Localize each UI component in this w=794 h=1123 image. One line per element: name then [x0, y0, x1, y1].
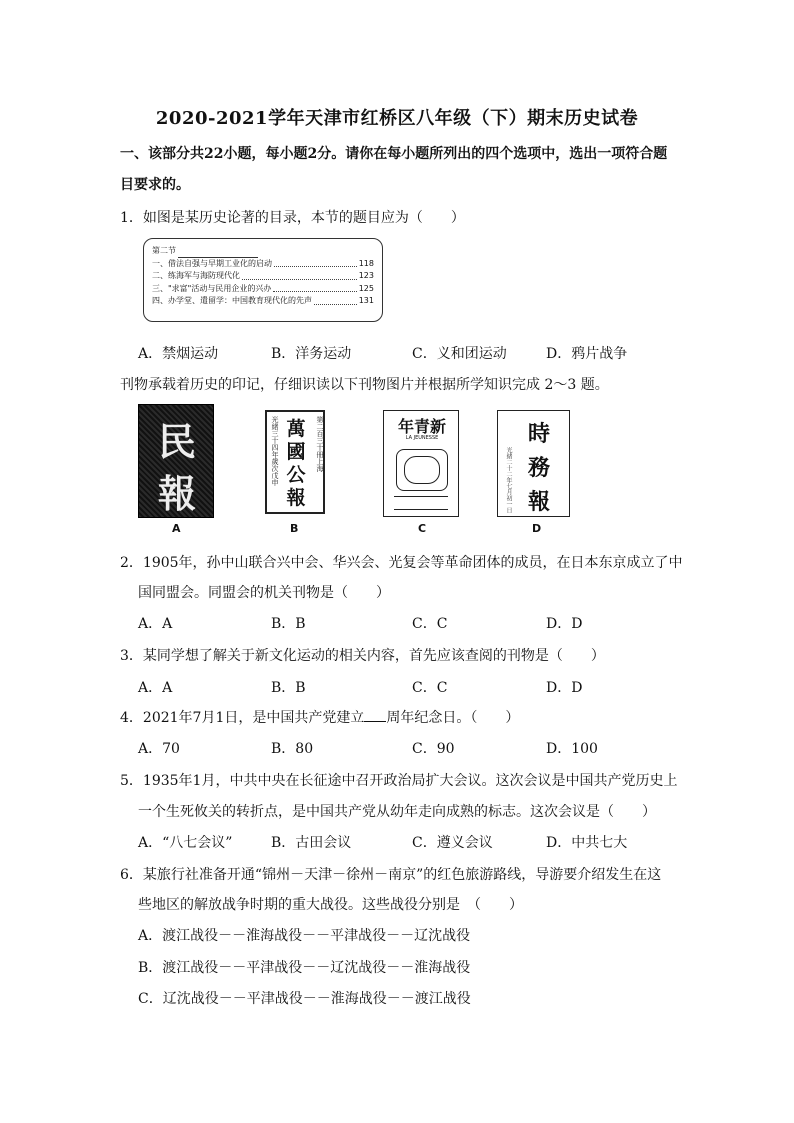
option-b[interactable]: B．洋务运动 — [271, 346, 352, 362]
option-c[interactable]: C．90 — [412, 741, 455, 757]
image-d-char: 時 — [528, 421, 551, 447]
image-label-c: C — [418, 522, 427, 535]
toc-heading — [152, 245, 374, 258]
question-4-post: 周年纪念日。（ ） — [386, 710, 520, 726]
option-b[interactable]: B．渡江战役－－平津战役－－辽沈战役－－淮海战役 — [138, 960, 471, 976]
option-a[interactable]: A．70 — [138, 741, 180, 757]
image-d-side-text: 光緒二十二年七月初一日 — [505, 447, 512, 513]
option-c[interactable]: C．义和团运动 — [412, 346, 507, 362]
option-b[interactable]: B．B — [271, 680, 306, 696]
image-d-char: 報 — [528, 489, 551, 515]
option-a[interactable]: A．渡江战役－－淮海战役－－平津战役－－辽沈战役 — [138, 928, 471, 944]
image-a-char: 報 — [157, 471, 196, 516]
question-3-stem: 3．某同学想了解关于新文化运动的相关内容，首先应该查阅的刊物是（ ） — [120, 648, 605, 664]
option-b[interactable]: B．B — [271, 616, 306, 632]
toc-box — [143, 238, 383, 322]
periodical-image-c — [383, 410, 459, 517]
periodical-image-b — [265, 410, 325, 514]
answer-blank — [364, 709, 386, 722]
toc-row — [152, 258, 374, 271]
toc-row-text: 四、办学堂、遣留学：中国教育现代化的先声 — [152, 296, 312, 305]
option-d[interactable]: D．D — [546, 680, 583, 696]
question-5-line-2: 一个生死攸关的转折点，是中国共产党从幼年走向成熟的标志。这次会议是（ ） — [138, 804, 656, 820]
option-a[interactable]: A．A — [138, 616, 173, 632]
toc-row-page: 118 — [358, 258, 374, 268]
toc-row-page: 123 — [358, 271, 374, 280]
toc-heading-text: 第二节 — [152, 246, 176, 255]
toc-row — [152, 295, 374, 308]
image-label-a: A — [172, 522, 181, 535]
option-a[interactable]: A．A — [138, 680, 173, 696]
image-b-side-text: 光緒三十四年歲次戊申 — [271, 416, 279, 486]
periodical-image-d — [497, 410, 570, 517]
intro-q2-q3: 刊物承载着历史的印记，仔细识读以下刊物图片并根据所学知识完成 2～3 题。 — [120, 377, 609, 393]
option-d[interactable]: D．中共七大 — [546, 835, 628, 851]
toc-row-page: 125 — [358, 283, 374, 293]
image-b-side-text: 第二百三十冊上海 — [316, 416, 324, 472]
periodical-image-a — [138, 404, 214, 518]
option-b[interactable]: B．80 — [271, 741, 314, 757]
toc-row-text: 一、借法自强与早期工业化的启动 — [152, 258, 272, 268]
toc-row-text: 三、"求富"活动与民用企业的兴办 — [152, 283, 272, 293]
question-1-stem: 1．如图是某历史论著的目录，本节的题目应为（ ） — [120, 210, 465, 226]
option-d[interactable]: D．100 — [546, 741, 598, 757]
option-c[interactable]: C．辽沈战役－－平津战役－－淮海战役－－渡江战役 — [138, 991, 471, 1007]
image-b-char: 萬 — [286, 418, 306, 440]
option-d[interactable]: D．鸦片战争 — [546, 346, 628, 362]
toc-row-page: 131 — [358, 296, 374, 305]
image-c-subtitle: LA JEUNESSE — [405, 435, 439, 441]
question-6-line-1: 6．某旅行社准备开通“锦州－天津－徐州－南京”的红色旅游路线，导游要介绍发生在这 — [120, 867, 662, 883]
image-b-char: 國 — [286, 441, 306, 463]
question-4-pre: 4．2021年7月1日，是中国共产党建立 — [120, 710, 365, 726]
question-2-line-2: 国同盟会。同盟会的机关刊物是（ ） — [138, 585, 390, 601]
section-instructions — [120, 139, 680, 201]
question-2-line-1: 2．1905年，孙中山联合兴中会、华兴会、光复会等革命团体的成员，在日本东京成立了中 — [120, 555, 683, 571]
image-b-char: 公 — [286, 464, 306, 486]
option-b[interactable]: B．古田会议 — [271, 835, 352, 851]
section-line-2: 目要求的。 — [120, 177, 190, 193]
option-a[interactable]: A．“八七会议” — [138, 835, 233, 851]
option-d[interactable]: D．D — [546, 616, 583, 632]
image-b-title — [284, 418, 308, 510]
toc-row — [152, 283, 374, 296]
image-c-title: 年青新 — [397, 417, 446, 436]
image-label-d: D — [532, 522, 542, 535]
image-label-b: B — [290, 522, 299, 535]
option-c[interactable]: C．C — [412, 680, 448, 696]
toc-row — [152, 270, 374, 283]
toc-row-text: 二、练海军与海防现代化 — [152, 271, 240, 280]
question-5-line-1: 5．1935年1月，中共中央在长征途中召开政治局扩大会议。这次会议是中国共产党历史上 — [120, 773, 678, 789]
option-a[interactable]: A．禁烟运动 — [138, 346, 219, 362]
question-6-line-2: 些地区的解放战争时期的重大战役。这些战役分别是 （ ） — [138, 897, 523, 913]
image-d-char: 務 — [528, 455, 551, 481]
section-line-1: 一、该部分共22小题，每小题2分。请你在每小题所列出的四个选项中，选出一项符合题 — [120, 146, 668, 162]
option-c[interactable]: C．C — [412, 616, 448, 632]
question-4-stem — [120, 707, 519, 727]
image-a-char: 民 — [157, 419, 196, 464]
image-b-char: 報 — [286, 487, 306, 509]
page-title: 2020-2021学年天津市红桥区八年级（下）期末历史试卷 — [155, 108, 639, 129]
option-c[interactable]: C．遵义会议 — [412, 835, 493, 851]
